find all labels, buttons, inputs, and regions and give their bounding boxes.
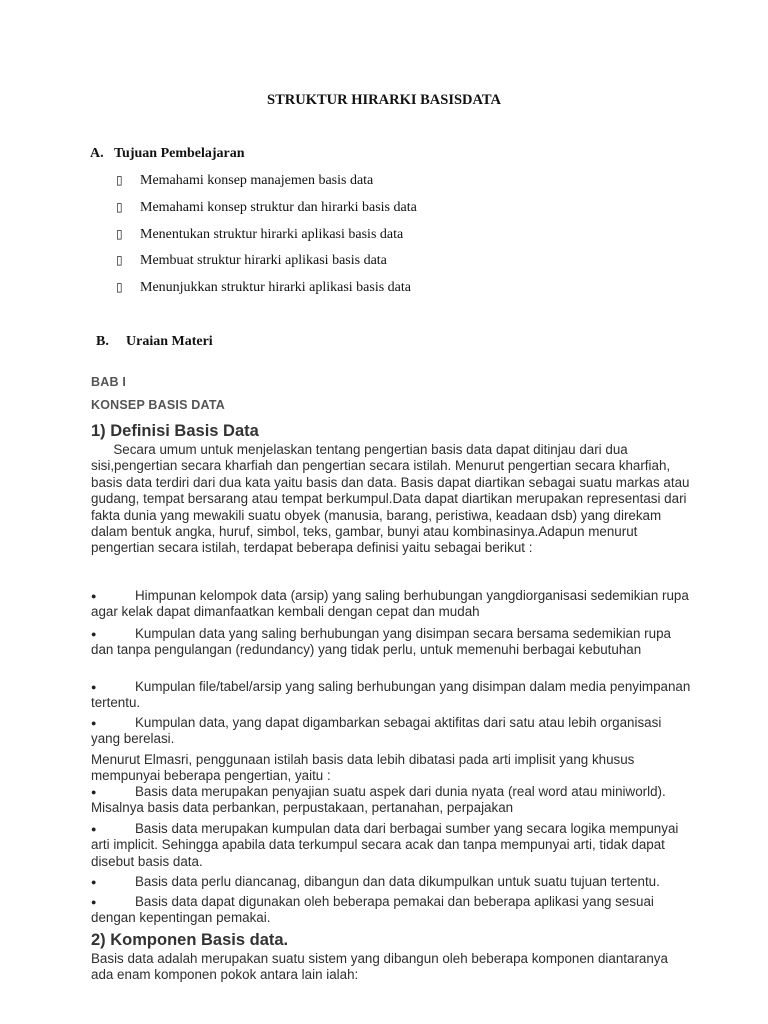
list-item: ▯ Memahami konsep struktur dan hirarki basis data: [116, 199, 417, 215]
section-b-title: Uraian Materi: [126, 334, 213, 349]
elmasri-item: ● Basis data merupakan penyajian suatu aspek dari dunia nyata (real word atau miniworld). Misalnya basis data perbankan, perpustakaan, pertanahan, perpajakan: [91, 784, 666, 816]
list-item: ▯ Menunjukkan struktur hirarki aplikasi basis data: [116, 280, 411, 296]
bullet-icon: ●: [91, 787, 97, 797]
document-title: STRUKTUR HIRARKI BASISDATA: [267, 92, 501, 108]
list-item: ▯ Menentukan struktur hirarki aplikasi basis data: [116, 226, 404, 242]
bullet-icon: ●: [91, 824, 97, 834]
elmasri-paragraph: Menurut Elmasri, penggunaan istilah basis data lebih dibatasi pada arti implisit yang khusus mempunyai beberapa pengertian, yaitu :: [91, 752, 635, 784]
chapter-title: KONSEP BASIS DATA: [91, 398, 225, 412]
bullet-glyph-icon: ▯: [116, 199, 123, 214]
list-item: ▯ Membuat struktur hirarki aplikasi basis data: [116, 253, 387, 269]
chapter-label: BAB I: [91, 375, 127, 389]
bullet-icon: ●: [91, 682, 97, 692]
section-b-heading: [96, 334, 213, 350]
bullet-icon: ●: [91, 591, 97, 601]
section-b-number: B.: [96, 334, 109, 349]
intro-paragraph: Secara umum untuk menjelaskan tentang pengertian basis data dapat ditinjau dari dua sisi,pengertian secara kharfiah dan pengertian secara istilah. Menurut pengertian secara kharfiah, basis data terdiri dari dua kata yaitu basis dan data. Basis dapat diartikan sebagai suatu markas atau gudang, tempat bersarang atau tempat berkumpul.Data dapat diartikan merupakan representasi dari fakta dunia yang mewakili suatu obyek (manusia, barang, peristiwa, keadaan dsb) yang direkam dalam bentuk angka, huruf, simbol, teks, gambar, bunyi atau kombinasinya.Adapun menurut pengertian secara istilah, terdapat beberapa definisi yaitu sebagai berikut :: [91, 442, 694, 556]
bullet-glyph-icon: ▯: [116, 280, 123, 295]
definition-item: ● Kumpulan data, yang dapat digambarkan sebagai aktifitas dari satu atau lebih organisasi yang berelasi.: [91, 715, 662, 747]
definition-item: ● Himpunan kelompok data (arsip) yang saling berhubungan yangdiorganisasi sedemikian rupa agar kelak dapat dimanfaatkan kembali dengan cepat dan mudah: [91, 588, 689, 620]
list-item: ▯ Memahami konsep manajemen basis data: [116, 173, 374, 188]
heading-definisi: 1) Definisi Basis Data: [91, 422, 259, 440]
definition-item: ● Kumpulan file/tabel/arsip yang saling berhubungan yang disimpan dalam media penyimpanan tertentu.: [91, 679, 691, 711]
bullet-icon: ●: [91, 629, 97, 639]
learning-objectives-list: [116, 173, 417, 307]
components-paragraph: Basis data adalah merupakan suatu sistem yang dibangun oleh beberapa komponen diantaranya ada enam komponen pokok antara lain ialah:: [91, 951, 668, 983]
heading-komponen: 2) Komponen Basis data.: [91, 931, 289, 949]
section-a-number: A.: [90, 146, 104, 161]
bullet-glyph-icon: ▯: [116, 226, 123, 241]
elmasri-item: ● Basis data perlu diancanag, dibangun dan data dikumpulkan untuk suatu tujuan tertentu.: [91, 874, 660, 889]
elmasri-item: ● Basis data dapat digunakan oleh beberapa pemakai dan beberapa aplikasi yang sesuai dengan kepentingan pemakai.: [91, 894, 654, 926]
elmasri-item: ● Basis data merupakan kumpulan data dari berbagai sumber yang secara logika mempunyai arti implicit. Sehingga apabila data terkumpul secara acak dan tanpa mempunyai arti, tidak dapat disebut basis data.: [91, 821, 679, 869]
bullet-icon: ●: [91, 897, 97, 907]
bullet-icon: ●: [91, 718, 97, 728]
section-a-title: Tujuan Pembelajaran: [114, 146, 245, 161]
section-a-heading: [90, 146, 245, 162]
definition-item: ● Kumpulan data yang saling berhubungan yang disimpan secara bersama sedemikian rupa dan tanpa pengulangan (redundancy) yang tidak perlu, untuk memenuhi berbagai kebutuhan: [91, 626, 671, 658]
bullet-icon: ●: [91, 877, 97, 887]
bullet-glyph-icon: ▯: [116, 173, 123, 187]
bullet-glyph-icon: ▯: [116, 253, 123, 268]
